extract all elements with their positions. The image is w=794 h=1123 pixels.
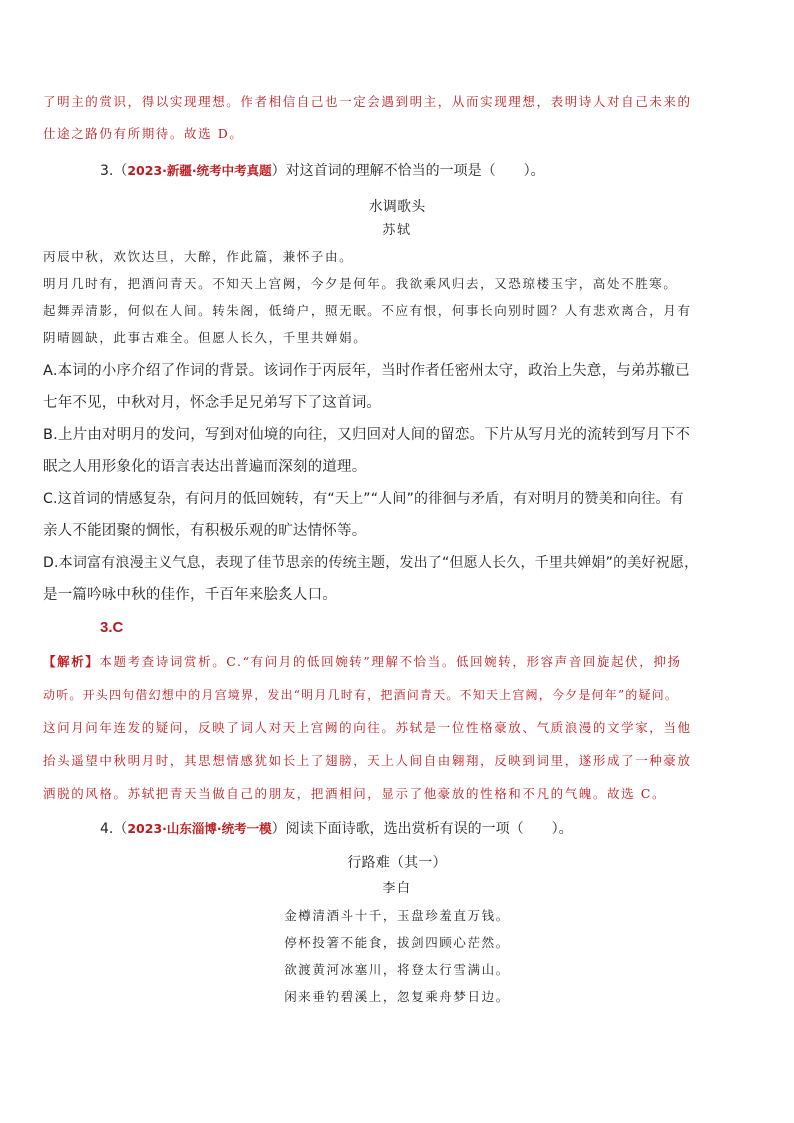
poem-line: 欲渡黄河冰塞川，将登太行雪满山。 xyxy=(284,962,510,977)
analysis-line-1 xyxy=(43,656,682,669)
analysis-tag: 【解析】 xyxy=(43,654,100,669)
question-text: ）对这首词的理解不恰当的一项是（ ）。 xyxy=(271,163,545,179)
option-d-line-1: D.本词富有浪漫主义气息，表现了佳节思亲的传统主题，发出了“但愿人长久，千里共婵娟”的美好祝愿， xyxy=(43,555,699,571)
answer-label: 3.C xyxy=(100,619,124,636)
prev-analysis-line-2: 仕途之路仍有所期待。故选 D。 xyxy=(43,126,244,141)
poem-line: 阴晴圆缺，此事古难全。但愿人长久，千里共婵娟。 xyxy=(43,330,368,345)
poem-line: 停杯投箸不能食，拔剑四顾心茫然。 xyxy=(284,935,510,950)
poem-title: 行路难（其一） xyxy=(347,855,447,871)
poem-line: 丙辰中秋，欢饮达旦，大醉，作此篇，兼怀子由。 xyxy=(43,249,354,264)
question-source: 2023·山东淄博·统考一模 xyxy=(127,821,272,836)
option-d-line-2: 是一篇吟咏中秋的佳作，千百年来脍炙人口。 xyxy=(43,587,337,603)
poem-line: 闲来垂钓碧溪上，忽复乘舟梦日边。 xyxy=(284,989,510,1004)
question-number: 4.（ xyxy=(100,821,128,837)
option-b-line-2: 眠之人用形象化的语言表达出普遍而深刻的道理。 xyxy=(43,459,367,475)
question-3-stem xyxy=(100,164,545,178)
poem-line: 起舞弄清影，何似在人间。转朱阁，低绮户，照无眠。不应有恨，何事长向别时圆？人有悲欢离合，月有 xyxy=(43,303,692,318)
option-a-line-1: A.本词的小序介绍了作词的背景。该词作于丙辰年，当时作者任密州太守，政治上失意，与弟苏辙已 xyxy=(43,363,690,379)
poem-line: 金樽清酒斗十千，玉盘珍羞直万钱。 xyxy=(284,908,510,923)
poem-author: 苏轼 xyxy=(382,223,412,238)
option-c-line-1: C.这首词的情感复杂，有问月的低回婉转，有“天上”“人间”的徘徊与矛盾，有对明月的赞美和向往。有 xyxy=(43,491,684,507)
poem-line: 明月几时有，把酒问青天。不知天上宫阙，今夕是何年。我欲乘风归去，又恐琼楼玉宇，高处不胜寒。 xyxy=(43,276,678,291)
analysis-line-4: 抬头遥望中秋明月时，其思想情感犹如长上了翅膀，天上人间自由翱翔，反映到词里，遂形成了一种豪放 xyxy=(43,753,692,768)
analysis-line-5: 洒脱的风格。苏轼把青天当做自己的朋友，把酒相问，显示了他豪放的性格和不凡的气魄。故选 C。 xyxy=(43,786,667,801)
analysis-line-3: 这问月问年连发的疑问，反映了词人对天上宫阙的向往。苏轼是一位性格豪放、气质浪漫的文学家，当他 xyxy=(43,720,692,735)
question-text: ）阅读下面诗歌，选出赏析有误的一项（ ）。 xyxy=(271,821,573,837)
question-source: 2023·新疆·统考中考真题 xyxy=(127,163,272,178)
option-a-line-2: 七年不见，中秋对月，怀念手足兄弟写下了这首词。 xyxy=(43,395,382,411)
option-b-line-1: B.上片由对明月的发问，写到对仙境的向往，又归回对人间的留恋。下片从写月光的流转到写月下不 xyxy=(43,427,691,443)
prev-analysis-line-1: 了明主的赏识，得以实现理想。作者相信自己也一定会遇到明主，从而实现理想，表明诗人对自己未来的 xyxy=(43,94,692,109)
option-c-line-2: 亲人不能团聚的惆怅，有积极乐观的旷达情怀等。 xyxy=(43,523,367,539)
analysis-text: 本题考查诗词赏析。C.“有问月的低回婉转”理解不恰当。低回婉转，形容声音回旋起伏，抑扬 xyxy=(99,654,682,669)
poem-author: 李白 xyxy=(382,881,412,896)
question-4-stem xyxy=(100,822,573,836)
analysis-line-2: 动听。开头四句借幻想中的月宫境界，发出“明月几时有，把酒问青天。不知天上宫阙，今夕是何年”的疑问。 xyxy=(43,688,679,702)
question-number: 3.（ xyxy=(100,163,128,179)
poem-title: 水调歌头 xyxy=(368,199,426,215)
